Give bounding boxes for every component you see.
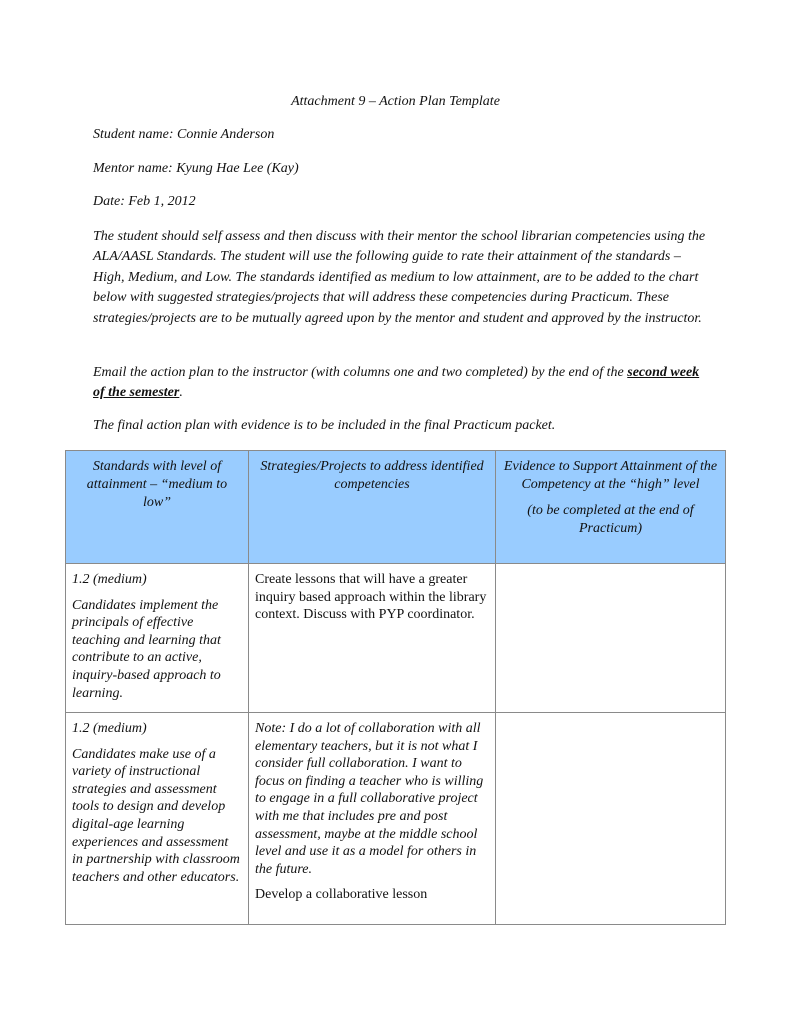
email-text: Email the action plan to the instructor (with columns one and two completed) by the end of the (93, 365, 628, 380)
standard-description: Candidates make use of a variety of instructional strategies and assessment tools to design and develop digital-age learning experiences and assessment in partnership with classroom teachers and other educators. (72, 746, 240, 885)
strategy-note: Note: I do a lot of collaboration with all elementary teachers, but it is not what I consider full collaboration. I want to focus on finding a teacher who is willing to engage in a full collaborative project with me that includes pre and post assessment, maybe at the middle school level and use it as a model for others in the future. (255, 721, 484, 877)
strategy-cell (249, 713, 496, 925)
standard-level: 1.2 (medium) (72, 572, 147, 587)
strategy-text: Create lessons that will have a greater inquiry based approach within the library context. Discuss with PYP coordinator. (255, 572, 487, 623)
table-row (66, 564, 726, 713)
header-evidence-title: Evidence to Support Attainment of the Competency at the “high” level (503, 459, 718, 492)
table-header-row (66, 451, 726, 564)
header-evidence (496, 451, 726, 564)
date-line: Date: Feb 1, 2012 (93, 194, 196, 209)
strategy-cell (249, 564, 496, 713)
header-strategies: Strategies/Projects to address identified competencies (249, 451, 496, 564)
email-paragraph (93, 363, 713, 404)
deadline-emphasis: second week of the semester (93, 365, 700, 401)
header-standards: Standards with level of attainment – “medium to low” (66, 451, 249, 564)
standard-cell (66, 564, 249, 713)
table-row (66, 713, 726, 925)
final-note: The final action plan with evidence is to be included in the final Practicum packet. (93, 418, 556, 433)
document-title: Attachment 9 – Action Plan Template (291, 94, 500, 109)
standard-cell (66, 713, 249, 925)
instructions-paragraph: The student should self assess and then discuss with their mentor the school librarian competencies using the ALA/AASL Standards. The student will use the following guide to rate their attainment of the standards – High, Medium, and Low. The standards identified as medium to low attainment, are to be added to the chart below with suggested strategies/projects that will address these competencies during Practicum. These strategies/projects are to be mutually agreed upon by the mentor and student and approved by the instructor. (93, 229, 706, 326)
standard-level: 1.2 (medium) (72, 721, 147, 736)
header-evidence-note: (to be completed at the end of Practicum) (527, 503, 694, 536)
student-name-line: Student name: Connie Anderson (93, 127, 275, 142)
standard-description: Candidates implement the principals of effective teaching and learning that contribute to an active, inquiry-based approach to learning. (72, 597, 221, 701)
mentor-name-line: Mentor name: Kyung Hae Lee (Kay) (93, 161, 299, 176)
email-text-end: . (179, 385, 183, 401)
action-plan-table (65, 450, 726, 925)
evidence-cell (496, 713, 726, 925)
evidence-cell (496, 564, 726, 713)
strategy-text: Develop a collaborative lesson (255, 887, 428, 903)
